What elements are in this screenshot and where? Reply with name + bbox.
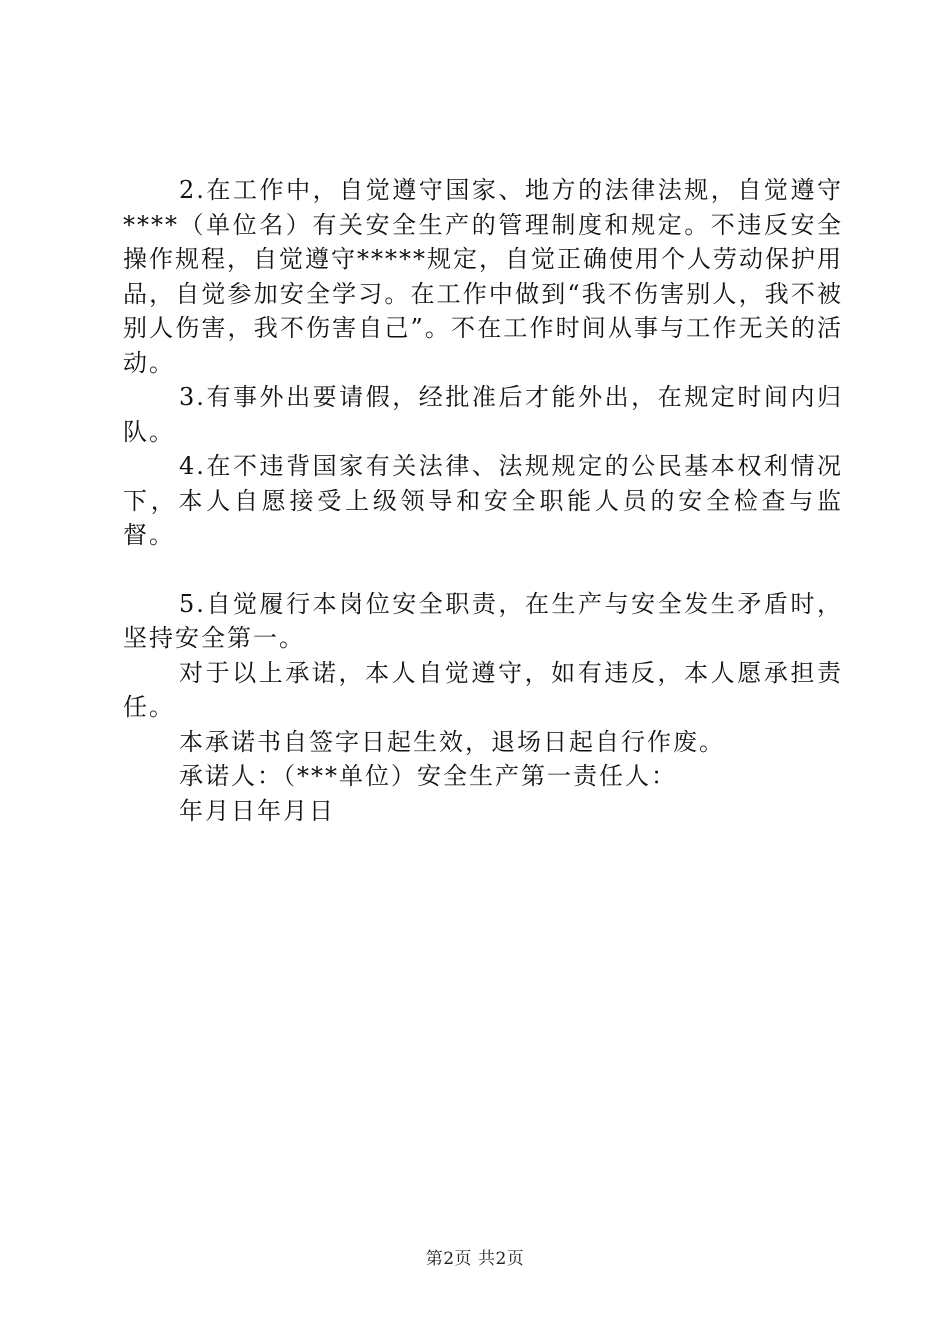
signatory-line: 承诺人：（***单位）安全生产第一责任人： [179,762,677,790]
clause-2: 2.在工作中，自觉遵守国家、地方的法律法规，自觉遵守****（单位名）有关安全生产的管理制度和规定。不违反安全操作规程，自觉遵守*****规定，自觉正确使用个人劳动保护用品，自觉参加安全学习。在工作中做到“我不伤害别人，我不被别人伤害，我不伤害自己”。不在工作时间从事与工作无关的活动。 [123,176,843,377]
clause-3: 3.有事外出要请假，经批准后才能外出，在规定时间内归队。 [123,383,843,446]
clause-5: 5.自觉履行本岗位安全职责，在生产与安全发生矛盾时，坚持安全第一。 [123,589,843,652]
commitment-statement: 对于以上承诺，本人自觉遵守，如有违反，本人愿承担责任。 [123,658,843,721]
validity-statement: 本承诺书自签字日起生效，退场日起自行作废。 [179,727,725,756]
date-line: 年月日年月日 [179,796,335,825]
clause-4: 4.在不违背国家有关法律、法规规定的公民基本权利情况下，本人自愿接受上级领导和安全职能人员的安全检查与监督。 [123,452,843,549]
page-number-footer: 第2页 共2页 [425,1249,525,1269]
document-body [123,173,843,828]
